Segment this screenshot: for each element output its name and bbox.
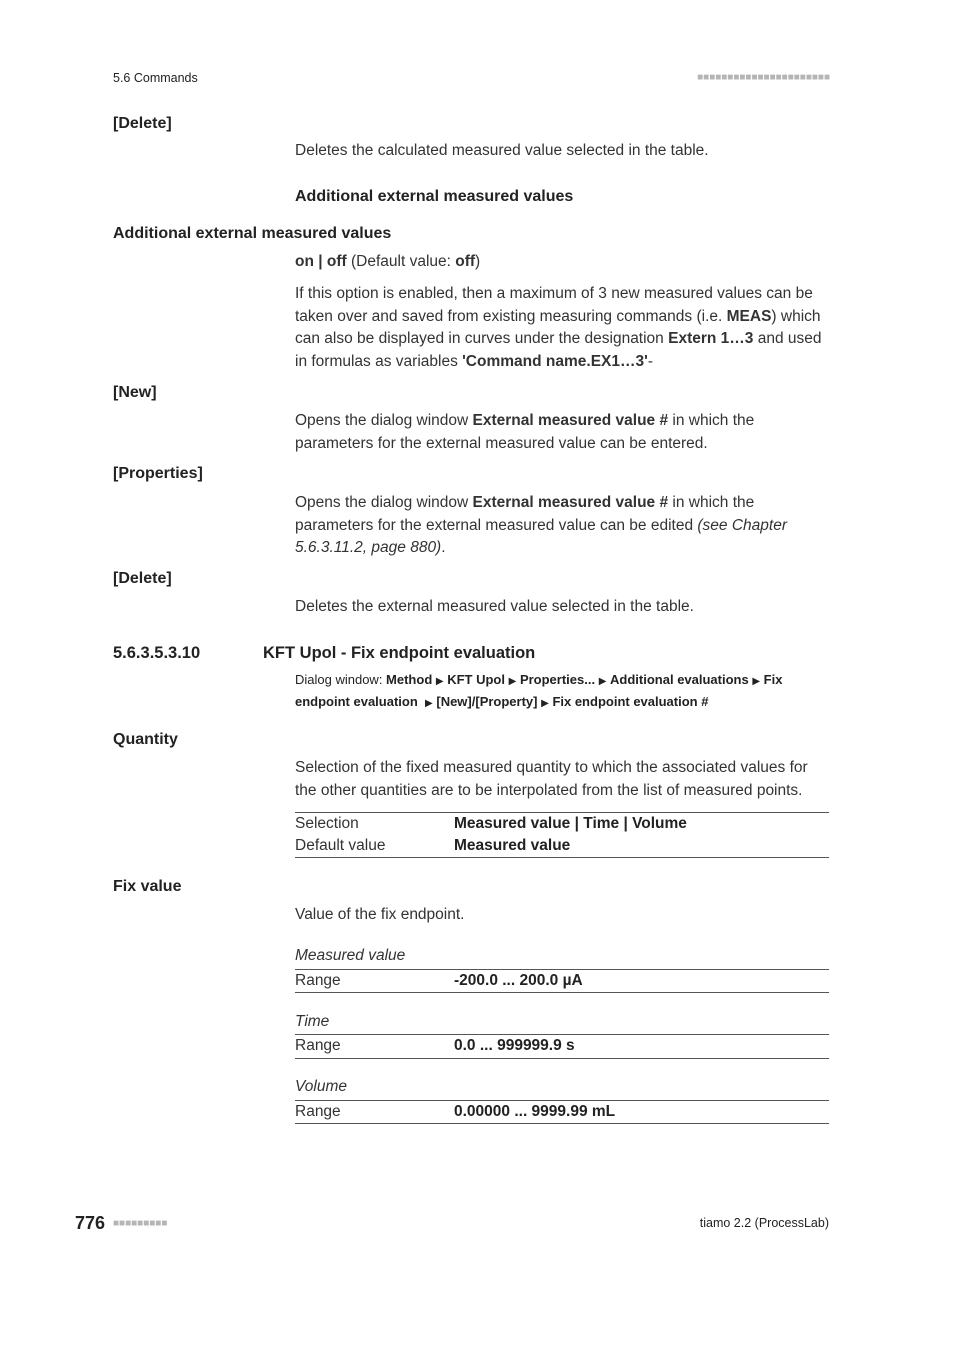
arrow-right-icon: ▶ [508,676,517,687]
path-item: Fix endpoint evaluation [295,672,783,709]
arrow-right-icon: ▶ [752,676,761,687]
arrow-right-icon: ▶ [541,698,549,709]
table-row [295,970,829,992]
desc-text: - [647,352,653,370]
range-label: Range [295,1037,341,1054]
new-description [295,410,830,455]
arrow-right-icon: ▶ [435,676,444,687]
desc-text: . [441,539,446,556]
additional-subheading: Additional external measured values [295,188,574,205]
range-value: -200.0 ... 200.0 µA [454,972,583,989]
default-value: off [455,253,476,270]
properties-description [295,492,830,560]
range-table [295,1101,829,1123]
path-item: Method [386,672,433,687]
path-item: KFT Upol [447,672,505,687]
desc-variable: 'Command name.EX1…3' [462,352,648,370]
dialog-name: External measured value # [472,412,669,429]
default-value: Measured value [454,837,571,854]
fix-value-description: Value of the fix endpoint. [295,906,465,923]
group-title: Measured value [295,947,406,964]
range-value: 0.00000 ... 9999.99 mL [454,1103,616,1120]
table-row [295,1035,829,1057]
path-item: Additional evaluations [610,672,749,687]
dialog-prefix: Dialog window: [295,672,387,687]
path-item: Fix endpoint evaluation # [552,694,709,709]
additional-options [295,251,830,274]
new-term: [New] [113,384,157,401]
page-number: 776 [75,1213,106,1233]
range-label: Range [295,1103,341,1120]
arrow-right-icon: ▶ [598,676,607,687]
table-row [295,835,829,857]
arrow-right-icon: ▶ [425,698,433,709]
default-suffix: ) [475,253,481,270]
delete-description-2: Deletes the external measured value selected in the table. [295,598,694,615]
delete-description: Deletes the calculated measured value selected in the table. [295,142,709,159]
table-row [295,1101,829,1123]
group-title: Time [295,1013,330,1030]
section-number: 5.6.3.5.3.10 [113,644,201,662]
quantity-term: Quantity [113,731,178,748]
desc-text: If this option is enabled, then a maximum of 3 new measured values can be taken over and saved from existing measuring commands (i.e. [295,285,813,325]
table-rule [295,1123,829,1124]
desc-text: ) which can also be displayed in curves under the designation [295,307,821,347]
desc-extern: Extern 1…3 [668,330,754,347]
range-label: Range [295,972,341,989]
dialog-path [295,670,830,714]
delete-term: [Delete] [113,115,172,132]
desc-text: Opens the dialog window [295,412,473,429]
product-name: tiamo 2.2 (ProcessLab) [699,1216,829,1230]
path-item: Properties... [519,672,596,687]
desc-meas: MEAS [726,307,772,325]
running-header-marks: ■■■■■■■■■■■■■■■■■■■■■■ [697,72,830,83]
section-title: KFT Upol - Fix endpoint evaluation [263,644,536,662]
additional-description [295,283,830,373]
range-value: 0.0 ... 999999.9 s [454,1037,575,1054]
path-item: [New]/[Property] [436,694,538,709]
quantity-description: Selection of the fixed measured quantity to which the associated values for the other quantities are to be interpolated from the list of measured points. [295,759,808,799]
desc-text: in which the parameters for the external measured value can be entered. [295,412,755,452]
range-table [295,1035,829,1057]
desc-text: in which the parameters for the external measured value can be edited [295,494,755,534]
running-header-section: 5.6 Commands [113,71,198,85]
dialog-name: External measured value # [472,494,669,511]
options-on-off: on | off [295,253,347,270]
table-rule [295,857,829,858]
table-row [295,813,829,835]
range-table [295,970,829,992]
fix-value-term: Fix value [113,878,182,895]
quantity-table [295,813,829,857]
default-label: Default value [295,837,386,854]
table-rule [295,1058,829,1059]
footer-marks: ■■■■■■■■■ [113,1218,168,1229]
desc-text: Opens the dialog window [295,494,473,511]
desc-text: and used in formulas as variables [295,330,822,370]
additional-term: Additional external measured values [113,225,392,242]
chapter-reference-link[interactable]: (see Chapter 5.6.3.11.2, page 880) [295,516,787,556]
group-title: Volume [295,1078,347,1095]
properties-term: [Properties] [113,465,203,482]
selection-label: Selection [295,815,359,832]
default-prefix: (Default value: [346,253,456,270]
delete-term-2: [Delete] [113,570,172,587]
selection-value: Measured value | Time | Volume [454,815,687,832]
table-rule [295,992,829,993]
